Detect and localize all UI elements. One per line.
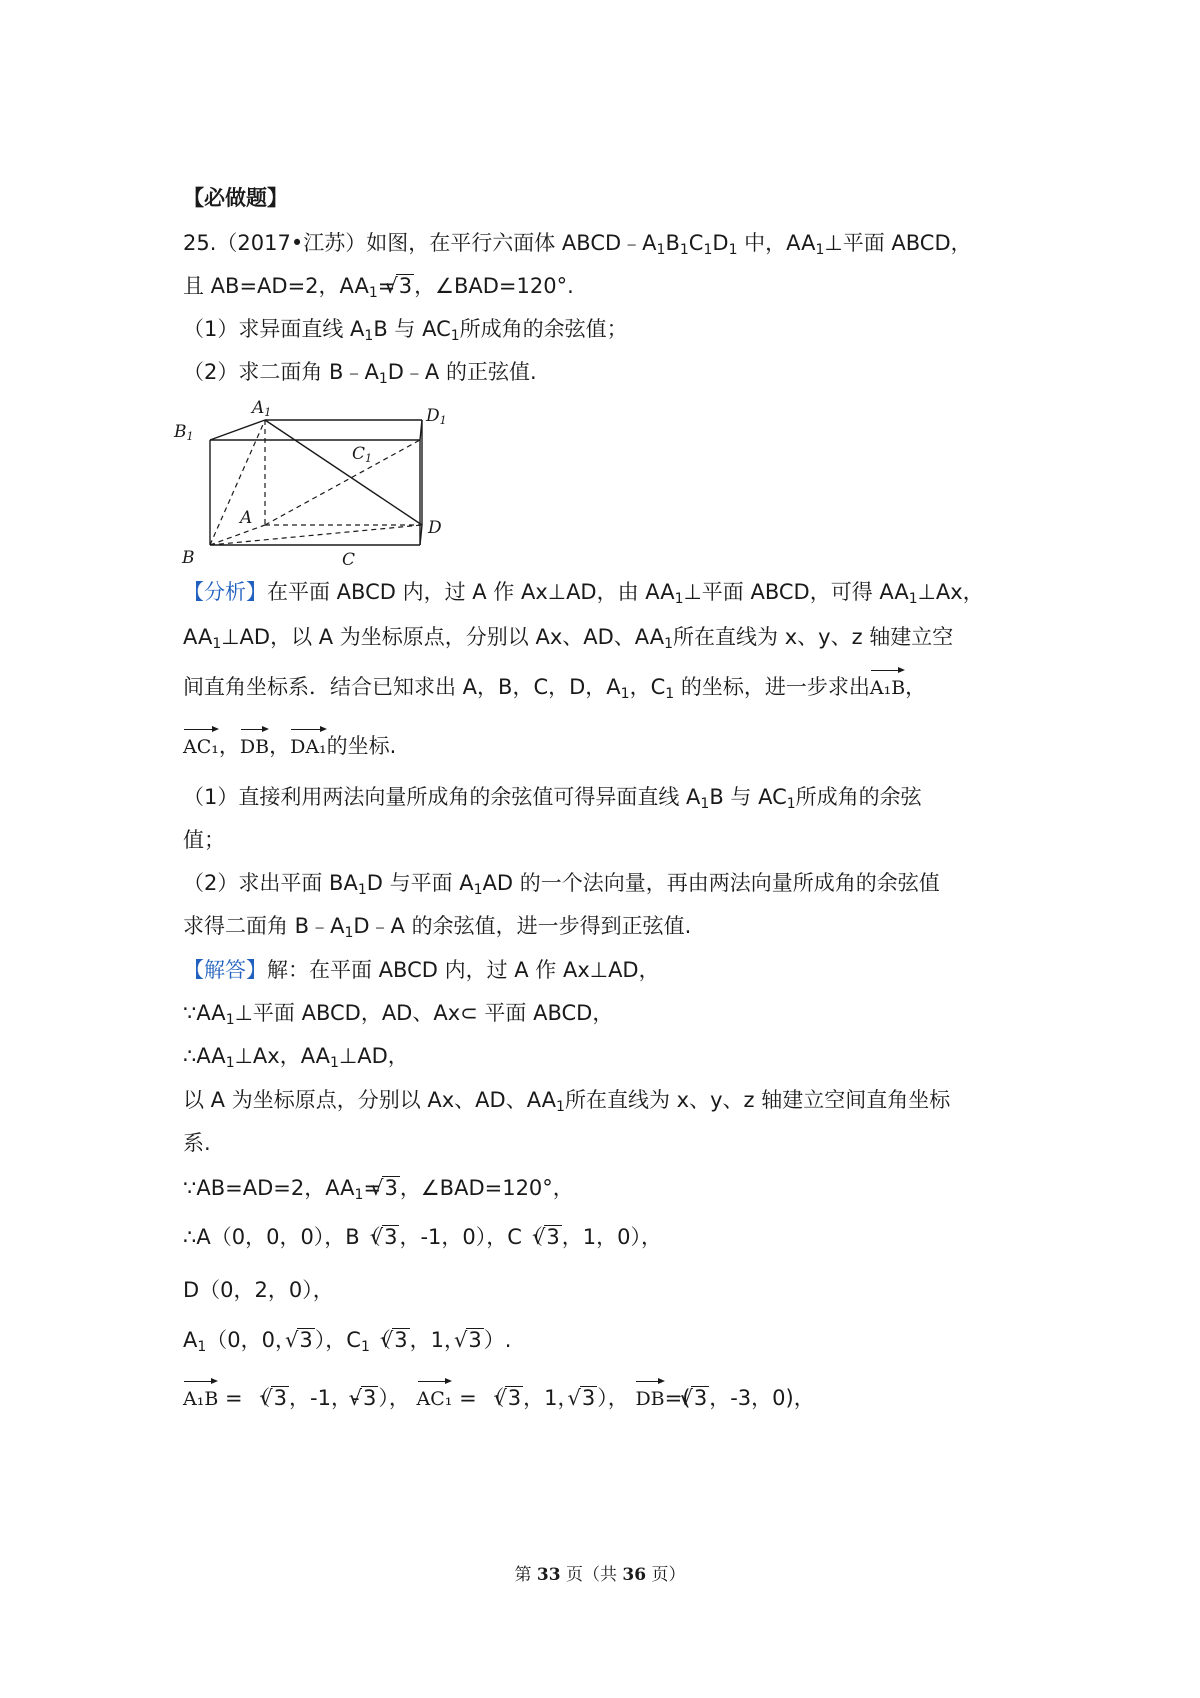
label-D: D [428, 518, 442, 538]
label-A1: A1 [252, 398, 272, 419]
question-1: （1）求异面直线 $A_1B$ 与 $AC_1$所成角的余弦值； [183, 317, 628, 344]
solution-line-3: $\therefore AA_1\perp Ax$，$AA_1\perp AD$， [183, 1044, 409, 1071]
analysis-part-2-cont: 求得二面角 $B﹣A_1D﹣A$ 的余弦值，进一步得到正弦值. [183, 914, 692, 941]
label-C: C [342, 550, 356, 570]
solution-line-6: ∴A（0，0，0），B（√ 3，-1，0），C（√ 3，1，0）， [183, 1222, 662, 1252]
analysis-tag: 【分析】 [183, 580, 267, 604]
solution-line-7: D（0，2，0）， [183, 1278, 334, 1302]
edge-B1A1 [210, 420, 265, 440]
parallelepiped-figure [174, 395, 470, 570]
page-footer: 第 33 页（共 36 页） [514, 1565, 686, 1585]
analysis-line-3: 间直角坐标系．结合已知求出 A，B，C，D，$A_1$，$C_1$ 的坐标，进一步求出A₁B， [183, 667, 926, 703]
analysis-line-2: $AA_1\perp AD$，以 A 为坐标原点，分别以 Ax、AD、$AA_1$所在直线为 x、y、z 轴建立空 [183, 625, 954, 652]
solution-line-8: $A_1(0$，0，√ 3），$C_1(√$ 3，1，√ 3）. [183, 1325, 511, 1355]
solution-line-4: 以 A 为坐标原点，分别以 Ax、AD、$AA_1$所在直线为 x、y、z 轴建立空间直角坐标 [183, 1088, 951, 1115]
diag-BA1 [210, 420, 265, 545]
label-C1: C1 [352, 444, 373, 465]
solution-vectors: A₁B = （√ 3，-1，-√ 3）， AC₁ = （√ 3，1，√ 3）， DB=(√ 3，-3，0)， [183, 1378, 815, 1414]
question-2: （2）求二面角 $B﹣A_1D﹣A$ 的正弦值. [183, 360, 537, 387]
diag-BD [210, 525, 422, 545]
label-A: A [240, 508, 253, 528]
section-title: 【必做题】 [183, 186, 288, 210]
analysis-line-1: 【分析】在平面 ABCD 内，过 A 作 Ax⊥AD，由 $AA_1\perp$平面 ABCD，可得 $AA_1\perp Ax$， [183, 580, 984, 607]
analysis-line-4: AC₁，DB，DA₁的坐标. [183, 726, 396, 762]
solution-tag: 【解答】 [183, 958, 267, 982]
solution-line-2: $\because AA_1\perp$平面 ABCD，AD、Ax⊂ 平面 ABCD， [183, 1001, 614, 1028]
vector-AC1: AC₁ [183, 726, 219, 762]
analysis-part-1-cont: 值； [183, 828, 225, 852]
diag-A1D [265, 420, 422, 525]
solution-line-5: ∵AB=AD=2，$AA_1=√$ 3，∠BAD=120°， [183, 1173, 574, 1203]
label-B1: B1 [174, 422, 194, 443]
solution-line-4-cont: 系. [183, 1131, 211, 1155]
label-B: B [182, 548, 195, 568]
problem-line-1: 25.（2017•江苏）如图，在平行六面体 $ABCD﹣A_1B_1C_1D_1$ 中，$AA_1\perp$平面 ABCD， [183, 231, 972, 258]
label-D1: D1 [426, 406, 447, 427]
sqrt: √ 3 [396, 274, 414, 297]
problem-line-2: 且 AB=AD=2，$AA_1=√$ 3，∠BAD=120°. [183, 271, 574, 301]
analysis-part-1: （1）直接利用两法向量所成角的余弦值可得异面直线 $A_1B$ 与 $AC_1$所成角的余弦 [183, 785, 922, 812]
vector-A1B: A₁B [870, 667, 905, 703]
vector-DA1: DA₁ [290, 726, 327, 762]
solution-line-1: 【解答】解：在平面 ABCD 内，过 A 作 Ax⊥AD， [183, 958, 660, 982]
vector-DB: DB [240, 726, 269, 762]
diag-AC1 [265, 440, 420, 525]
analysis-part-2: （2）求出平面 $BA_1D$ 与平面 $A_1AD$ 的一个法向量，再由两法向量所成角的余弦值 [183, 871, 940, 898]
